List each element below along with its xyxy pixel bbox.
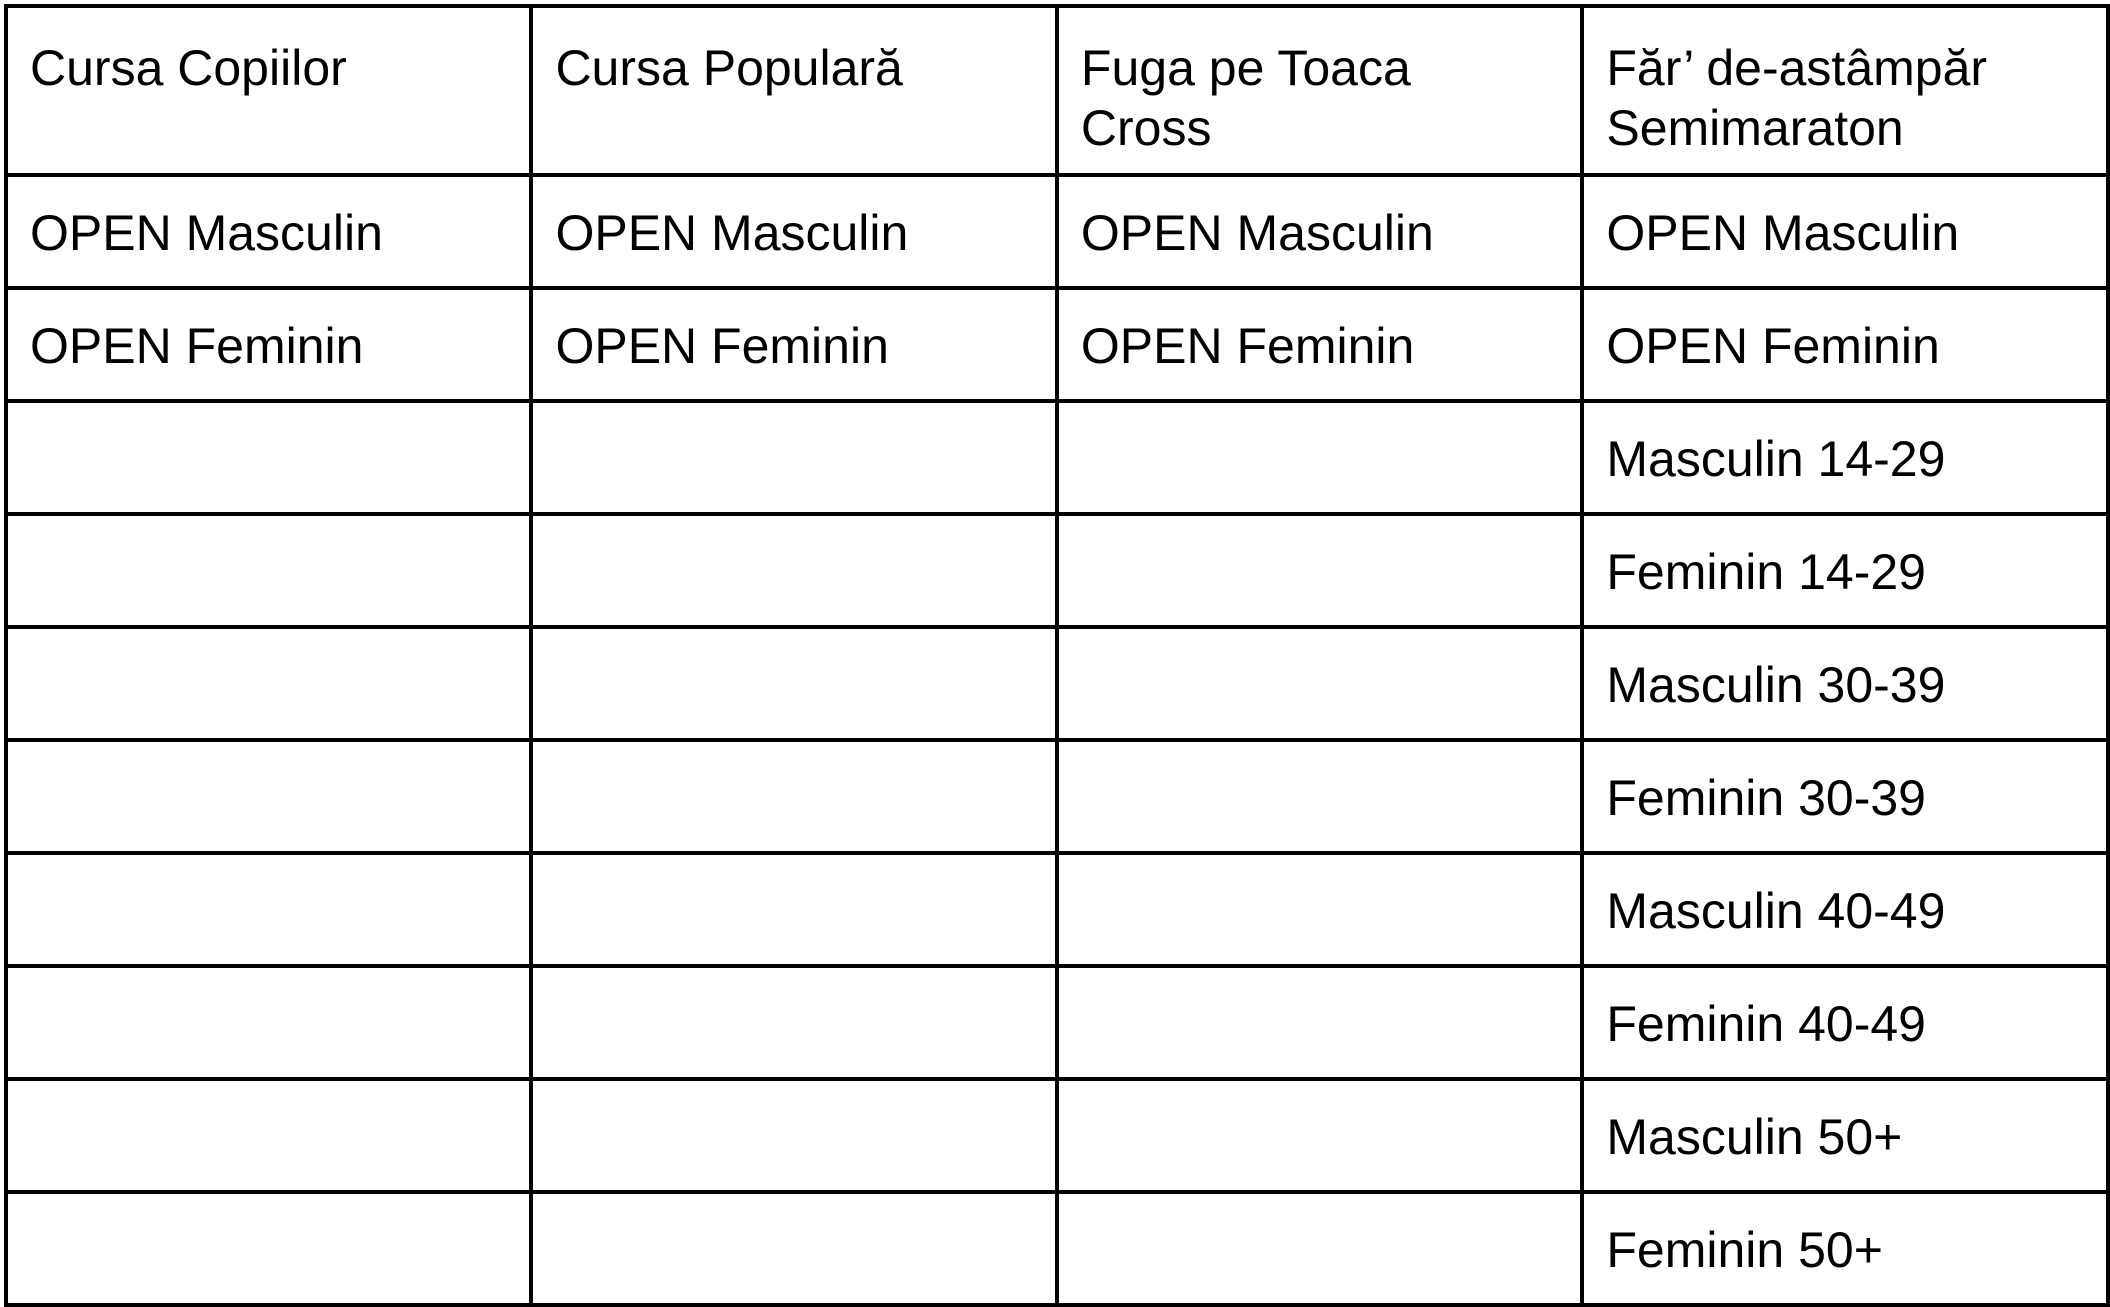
table-cell: Masculin 40-49	[1582, 853, 2108, 966]
table-cell: OPEN Masculin	[531, 175, 1056, 288]
table-cell: Feminin 30-39	[1582, 740, 2108, 853]
table-cell	[531, 514, 1056, 627]
table-cell	[6, 1079, 531, 1192]
categories-table-container	[4, 4, 2110, 1307]
table-row	[6, 627, 2108, 740]
table-cell: OPEN Masculin	[1057, 175, 1582, 288]
header-cell-far-de-astampar-semimaraton: Făr’ de-astâmpăr Semimaraton	[1582, 6, 2108, 175]
table-row	[6, 175, 2108, 288]
table-row	[6, 1079, 2108, 1192]
table-cell: OPEN Feminin	[6, 288, 531, 401]
table-row	[6, 288, 2108, 401]
table-cell	[1057, 627, 1582, 740]
categories-table	[4, 4, 2110, 1307]
table-cell: Masculin 14-29	[1582, 401, 2108, 514]
table-cell	[6, 401, 531, 514]
table-row	[6, 401, 2108, 514]
table-cell	[531, 1192, 1056, 1305]
table-row	[6, 966, 2108, 1079]
table-cell	[1057, 1192, 1582, 1305]
table-cell	[531, 740, 1056, 853]
table-row	[6, 853, 2108, 966]
table-cell: Feminin 40-49	[1582, 966, 2108, 1079]
table-cell	[1057, 401, 1582, 514]
table-cell	[1057, 1079, 1582, 1192]
table-cell	[531, 1079, 1056, 1192]
table-cell	[6, 966, 531, 1079]
table-cell: OPEN Masculin	[6, 175, 531, 288]
table-cell	[6, 853, 531, 966]
table-cell: OPEN Feminin	[1057, 288, 1582, 401]
table-cell	[531, 401, 1056, 514]
table-cell	[6, 627, 531, 740]
table-cell: Masculin 30-39	[1582, 627, 2108, 740]
header-cell-cursa-populara: Cursa Populară	[531, 6, 1056, 175]
table-cell	[1057, 740, 1582, 853]
table-cell	[6, 514, 531, 627]
table-cell	[1057, 966, 1582, 1079]
table-row	[6, 1192, 2108, 1305]
table-cell: OPEN Feminin	[531, 288, 1056, 401]
table-cell	[6, 1192, 531, 1305]
table-cell	[1057, 514, 1582, 627]
table-cell	[531, 966, 1056, 1079]
table-row	[6, 740, 2108, 853]
table-cell: OPEN Feminin	[1582, 288, 2108, 401]
table-cell	[531, 627, 1056, 740]
table-cell	[531, 853, 1056, 966]
table-header-row	[6, 6, 2108, 175]
header-cell-cursa-copiilor: Cursa Copiilor	[6, 6, 531, 175]
table-cell	[1057, 853, 1582, 966]
header-cell-fuga-pe-toaca-cross: Fuga pe Toaca Cross	[1057, 6, 1582, 175]
table-row	[6, 514, 2108, 627]
table-cell	[6, 740, 531, 853]
table-cell: Feminin 14-29	[1582, 514, 2108, 627]
table-cell: OPEN Masculin	[1582, 175, 2108, 288]
table-cell: Feminin 50+	[1582, 1192, 2108, 1305]
table-cell: Masculin 50+	[1582, 1079, 2108, 1192]
